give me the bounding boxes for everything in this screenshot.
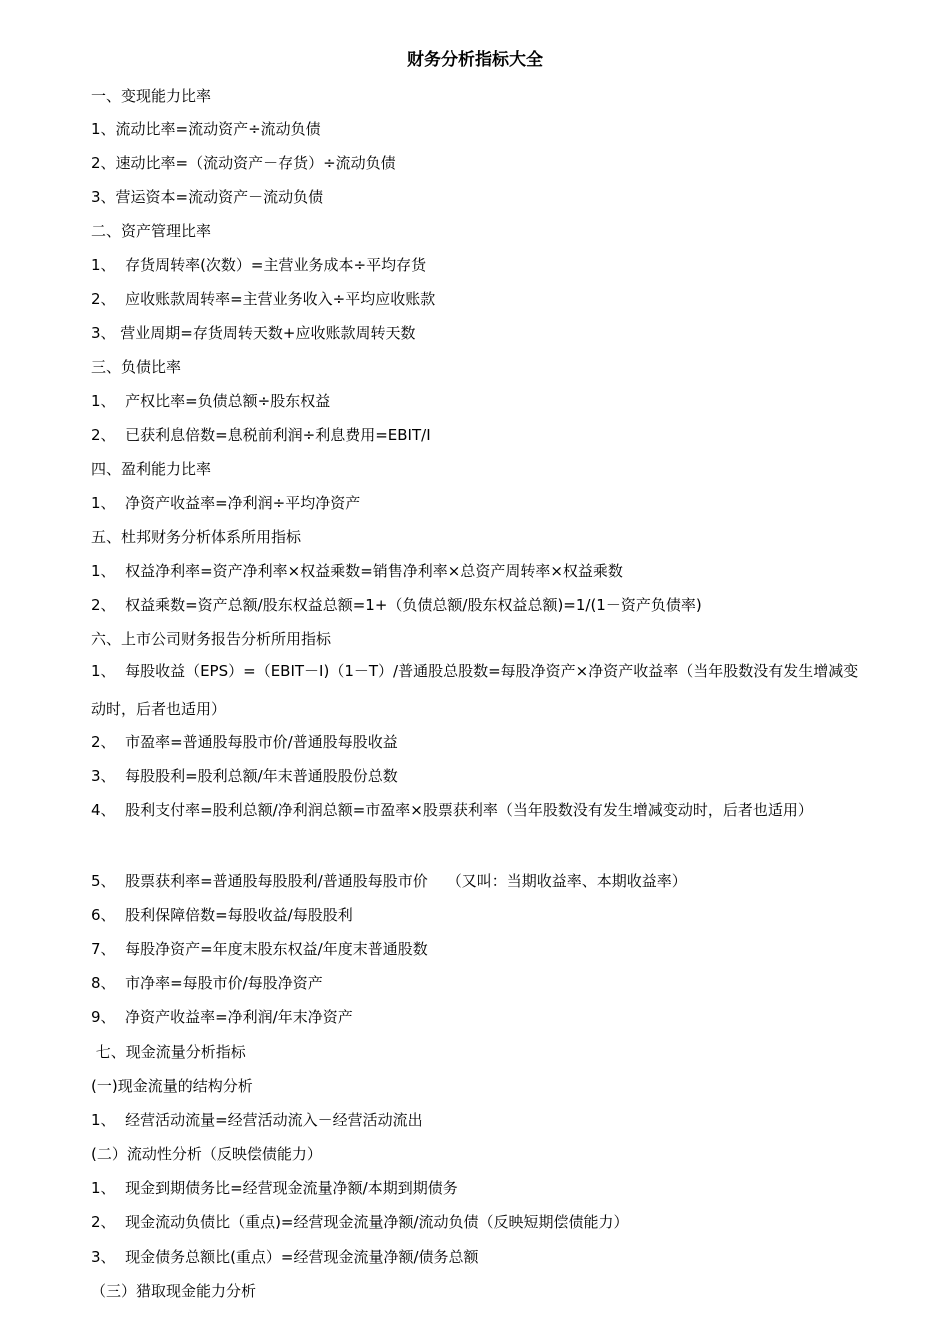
- formula-line: 2、速动比率=（流动资产－存货）÷流动负债: [91, 154, 396, 172]
- formula-line: 3、 每股股利=股利总额/年末普通股股份总数: [91, 767, 398, 785]
- subsection-heading: (二）流动性分析（反映偿债能力）: [91, 1145, 322, 1163]
- subsection-heading: (一)现金流量的结构分析: [91, 1077, 253, 1095]
- formula-line: 3、 营业周期=存货周转天数+应收账款周转天数: [91, 324, 416, 342]
- formula-paragraph: 4、 股利支付率=股利总额/净利润总额=市盈率×股票获利率（当年股数没有发生增减变动时，后者也适用）: [91, 801, 813, 819]
- section-heading: 四、盈利能力比率: [91, 460, 212, 478]
- formula-line: 6、 股利保障倍数=每股收益/每股股利: [91, 906, 353, 924]
- section-heading: 二、资产管理比率: [91, 222, 212, 240]
- formula-line: 8、 市净率=每股市价/每股净资产: [91, 974, 323, 992]
- formula-line: 7、 每股净资产=年度末股东权益/年度末普通股数: [91, 940, 428, 958]
- formula-line: 9、 净资产收益率=净利润/年末净资产: [91, 1008, 353, 1026]
- formula-line: 2、 权益乘数=资产总额/股东权益总额=1+（负债总额/股东权益总额)=1/(1－资产负债率): [91, 596, 702, 614]
- formula-line: 1、流动比率=流动资产÷流动负债: [91, 120, 321, 138]
- formula-line: 3、营运资本=流动资产－流动负债: [91, 188, 324, 206]
- section-heading: 一、变现能力比率: [91, 87, 212, 105]
- formula-line: 1、 存货周转率(次数）=主营业务成本÷平均存货: [91, 256, 427, 274]
- formula-line: 3、 现金债务总额比(重点）=经营现金流量净额/债务总额: [91, 1248, 479, 1266]
- formula-line: 1、 经营活动流量=经营活动流入－经营活动流出: [91, 1111, 423, 1129]
- formula-line: 1、 产权比率=负债总额÷股东权益: [91, 392, 331, 410]
- section-heading: 七、现金流量分析指标: [91, 1043, 246, 1061]
- formula-line: 1、 现金到期债务比=经营现金流量净额/本期到期债务: [91, 1179, 458, 1197]
- formula-line: 2、 应收账款周转率=主营业务收入÷平均应收账款: [91, 290, 436, 308]
- document-title: 财务分析指标大全: [407, 50, 543, 70]
- subsection-heading: （三）猎取现金能力分析: [91, 1282, 257, 1300]
- formula-line: 2、 现金流动负债比（重点)=经营现金流量净额/流动负债（反映短期偿债能力）: [91, 1213, 629, 1231]
- formula-line: 2、 市盈率=普通股每股市价/普通股每股收益: [91, 733, 398, 751]
- section-heading: 六、上市公司财务报告分析所用指标: [91, 630, 332, 648]
- formula-paragraph: 1、 每股收益（EPS）=（EBIT－I)（1－T）/普通股总股数=每股净资产×净资产收益率（当年股数没有发生增减变动时，后者也适用）: [91, 662, 859, 718]
- formula-line: 5、 股票获利率=普通股每股股利/普通股每股市价 （又叫：当期收益率、本期收益率）: [91, 872, 687, 890]
- section-heading: 五、杜邦财务分析体系所用指标: [91, 528, 302, 546]
- section-heading: 三、负债比率: [91, 358, 182, 376]
- formula-line: 1、 净资产收益率=净利润÷平均净资产: [91, 494, 361, 512]
- formula-line: 2、 已获利息倍数=息税前利润÷利息费用=EBIT/I: [91, 426, 431, 444]
- formula-line: 1、 权益净利率=资产净利率×权益乘数=销售净利率×总资产周转率×权益乘数: [91, 562, 623, 580]
